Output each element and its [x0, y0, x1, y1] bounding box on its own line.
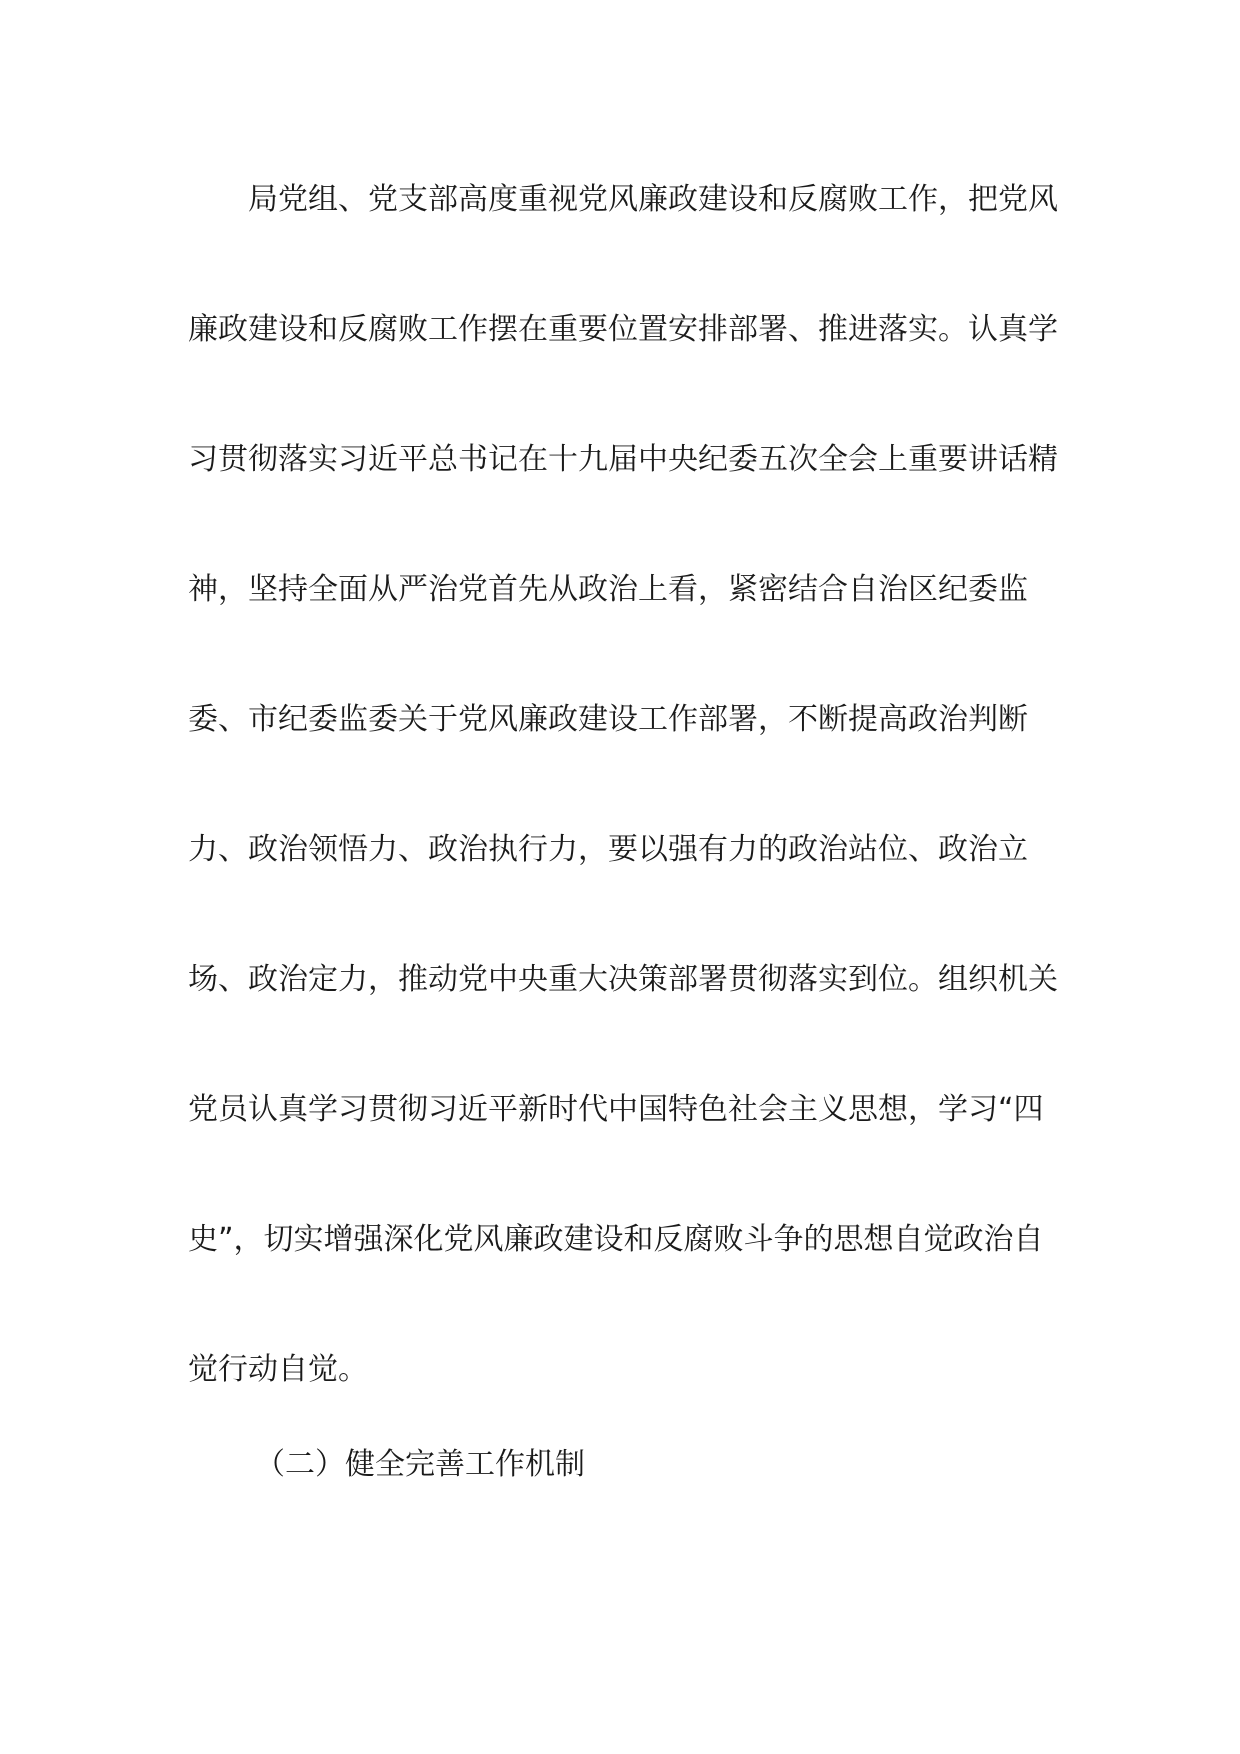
paragraph-line-4: 神，坚持全面从严治党首先从政治上看，紧密结合自治区纪委监: [188, 572, 1028, 607]
paragraph-line-8: 党员认真学习贯彻习近平新时代中国特色社会主义思想，学习“四: [188, 1092, 1044, 1127]
paragraph-line-10: 觉行动自觉。: [188, 1352, 368, 1387]
paragraph-line-5: 委、市纪委监委关于党风廉政建设工作部署，不断提高政治判断: [188, 702, 1028, 737]
paragraph-line-6: 力、政治领悟力、政治执行力，要以强有力的政治站位、政治立: [188, 832, 1028, 867]
paragraph-line-7: 场、政治定力，推动党中央重大决策部署贯彻落实到位。组织机关: [188, 962, 1058, 997]
paragraph-line-9: 史”，切实增强深化党风廉政建设和反腐败斗争的思想自觉政治自: [188, 1222, 1044, 1257]
section-heading: （二）健全完善工作机制: [255, 1447, 585, 1482]
paragraph-line-3: 习贯彻落实习近平总书记在十九届中央纪委五次全会上重要讲话精: [188, 442, 1058, 477]
paragraph-line-1: 局党组、党支部高度重视党风廉政建设和反腐败工作，把党风: [248, 182, 1058, 217]
paragraph-line-2: 廉政建设和反腐败工作摆在重要位置安排部署、推进落实。认真学: [188, 312, 1058, 347]
